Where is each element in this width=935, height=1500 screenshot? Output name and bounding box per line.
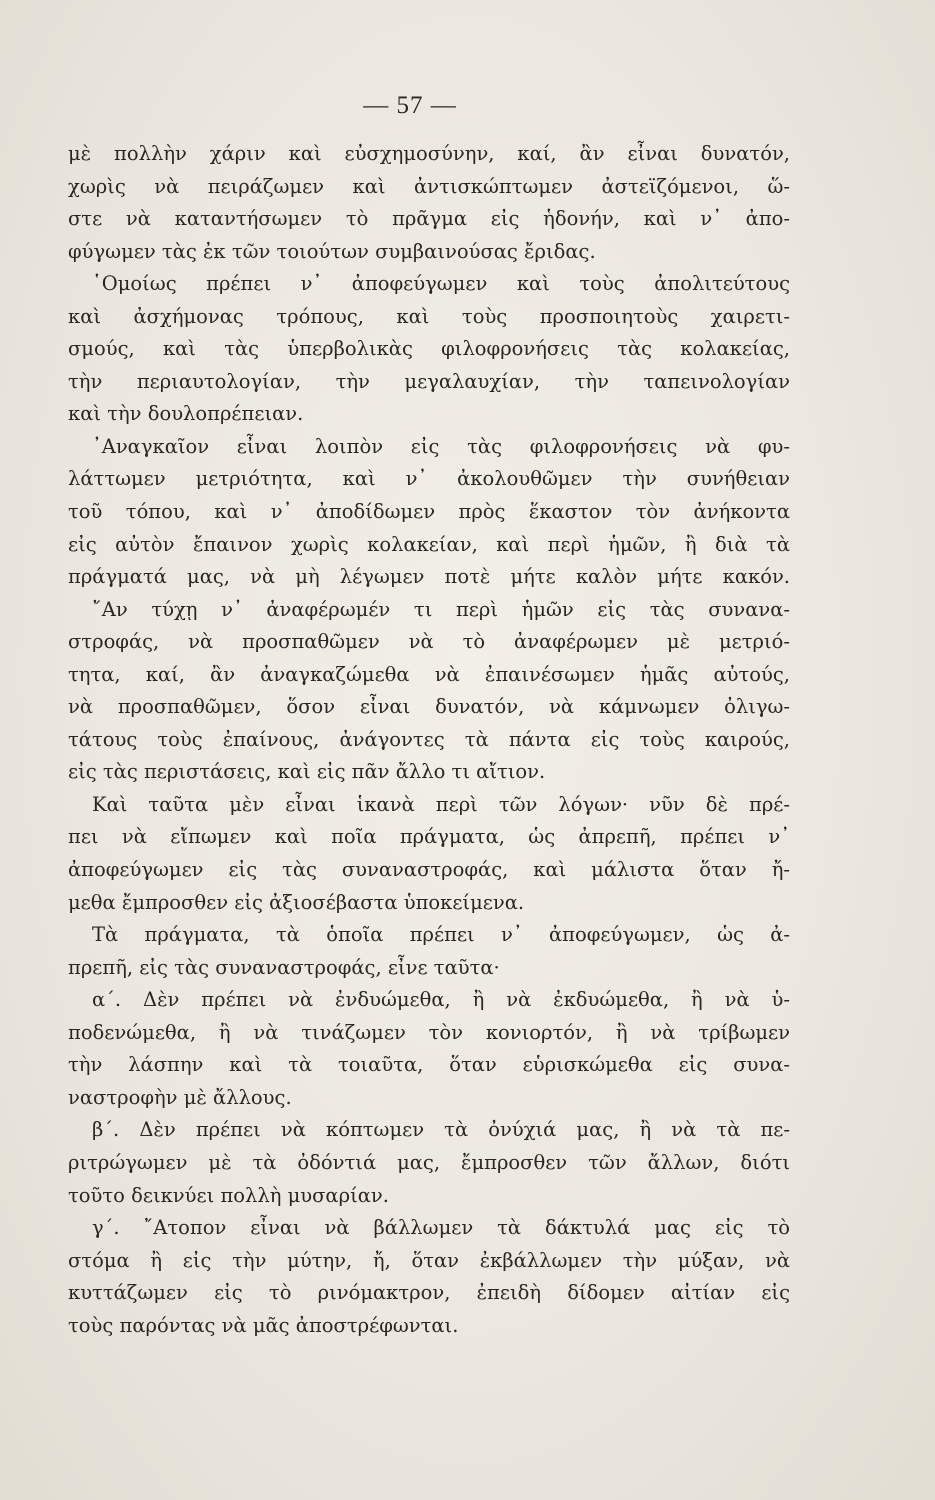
text-line: εἰς αὐτὸν ἔπαινον χωρὶς κολακείαν, καὶ περὶ ἡμῶν, ἢ διὰ τὰ	[68, 532, 790, 556]
text-line: τοῦτο δεικνύει πολλὴ μυσαρίαν.	[68, 1183, 389, 1207]
text-line: λάττωμεν μετριότητα, καὶ ν᾿ ἀκολουθῶμεν τὴν συνήθειαν	[68, 467, 790, 491]
text-line: εἰς τὰς περιστάσεις, καὶ εἰς πᾶν ἄλλο τι αἴτιον.	[68, 760, 546, 784]
text-line: στροφάς, νὰ προσπαθῶμεν νὰ τὸ ἀναφέρωμεν μὲ μετριό-	[68, 630, 790, 654]
text-line: φύγωμεν τὰς ἐκ τῶν τοιούτων συμβαινούσας ἔριδας.	[68, 239, 596, 263]
text-line: πει νὰ εἴπωμεν καὶ ποῖα πράγματα, ὡς ἀπρεπῆ, πρέπει ν᾿	[68, 825, 790, 849]
text-line: μὲ πολλὴν χάριν καὶ εὐσχημοσύνην, καί, ἂν εἶναι δυνατόν,	[68, 142, 790, 165]
body-text	[68, 138, 790, 1342]
text-line: νὰ προσπαθῶμεν, ὅσον εἶναι δυνατόν, νὰ κάμνωμεν ὀλιγω-	[68, 695, 790, 719]
text-line: μεθα ἔμπροσθεν εἰς ἀξιοσέβαστα ὑποκείμενα.	[68, 890, 525, 914]
text-line: α΄. Δὲν πρέπει νὰ ἐνδυώμεθα, ἢ νὰ ἐκδυώμεθα, ἢ νὰ ὑ-	[92, 988, 790, 1012]
text-line: ἀποφεύγωμεν εἰς τὰς συναναστροφάς, καὶ μάλιστα ὅταν ἤ-	[68, 858, 790, 882]
text-line: τάτους τοὺς ἐπαίνους, ἀνάγοντες τὰ πάντα εἰς τοὺς καιρούς,	[68, 727, 790, 751]
text-line: ποδενώμεθα, ἢ νὰ τινάζωμεν τὸν κονιορτόν, ἢ νὰ τρίβωμεν	[68, 1020, 790, 1044]
text-line: κυττάζωμεν εἰς τὸ ρινόμακτρον, ἐπειδὴ δίδομεν αἰτίαν εἰς	[68, 1281, 790, 1305]
text-line: ᾿Αναγκαῖον εἶναι λοιπὸν εἰς τὰς φιλοφρονήσεις νὰ φυ-	[92, 434, 790, 458]
text-line: Καὶ ταῦτα μὲν εἶναι ἱκανὰ περὶ τῶν λόγων· νῦν δὲ πρέ-	[92, 792, 790, 816]
text-line: γ΄. ῎Ατοπον εἶναι νὰ βάλλωμεν τὰ δάκτυλά μας εἰς τὸ	[92, 1216, 790, 1240]
text-line: τητα, καί, ἂν ἀναγκαζώμεθα νὰ ἐπαινέσωμεν ἡμᾶς αὐτούς,	[68, 662, 790, 686]
text-line: πράγματά μας, νὰ μὴ λέγωμεν ποτὲ μήτε καλὸν μήτε κακόν.	[68, 565, 790, 589]
text-line: ριτρώγωμεν μὲ τὰ ὀδόντιά μας, ἔμπροσθεν τῶν ἄλλων, διότι	[68, 1150, 790, 1174]
text-line: στε νὰ καταντήσωμεν τὸ πρᾶγμα εἰς ἡδονήν, καὶ ν᾿ ἀπο-	[68, 207, 790, 231]
text-line: πρεπῆ, εἰς τὰς συναναστροφάς, εἶνε ταῦτα·	[68, 955, 500, 979]
text-line: χωρὶς νὰ πειράζωμεν καὶ ἀντισκώπτωμεν ἀστεϊζόμενοι, ὥ-	[68, 174, 790, 198]
text-line: Τὰ πράγματα, τὰ ὁποῖα πρέπει ν᾿ ἀποφεύγωμεν, ὡς ἀ-	[92, 923, 790, 947]
text-line: τὴν περιαυτολογίαν, τὴν μεγαλαυχίαν, τὴν ταπεινολογίαν	[68, 369, 790, 393]
text-line: στόμα ἢ εἰς τὴν μύτην, ἤ, ὅταν ἐκβάλλωμεν τὴν μύξαν, νὰ	[68, 1248, 790, 1272]
page-number: — 57 —	[363, 92, 457, 119]
text-line: σμούς, καὶ τὰς ὑπερβολικὰς φιλοφρονήσεις τὰς κολακείας,	[68, 337, 790, 361]
text-line: ναστροφὴν μὲ ἄλλους.	[68, 1085, 292, 1109]
text-line: τοὺς παρόντας νὰ μᾶς ἀποστρέφωνται.	[68, 1313, 459, 1337]
text-line: β΄. Δὲν πρέπει νὰ κόπτωμεν τὰ ὀνύχιά μας, ἢ νὰ τὰ πε-	[92, 1118, 790, 1142]
text-line: τὴν λάσπην καὶ τὰ τοιαῦτα, ὅταν εὑρισκώμεθα εἰς συνα-	[68, 1053, 790, 1077]
text-line: καὶ ἀσχήμονας τρόπους, καὶ τοὺς προσποιητοὺς χαιρετι-	[68, 304, 790, 328]
text-line: ῾Ομοίως πρέπει ν᾿ ἀποφεύγωμεν καὶ τοὺς ἀπολιτεύτους	[92, 272, 790, 296]
text-line: τοῦ τόπου, καὶ ν᾿ ἀποδίδωμεν πρὸς ἕκαστον τὸν ἀνήκοντα	[68, 500, 790, 524]
text-line: ῎Αν τύχῃ ν᾿ ἀναφέρωμέν τι περὶ ἡμῶν εἰς τὰς συνανα-	[92, 597, 790, 621]
text-line: καὶ τὴν δουλοπρέπειαν.	[68, 402, 304, 426]
